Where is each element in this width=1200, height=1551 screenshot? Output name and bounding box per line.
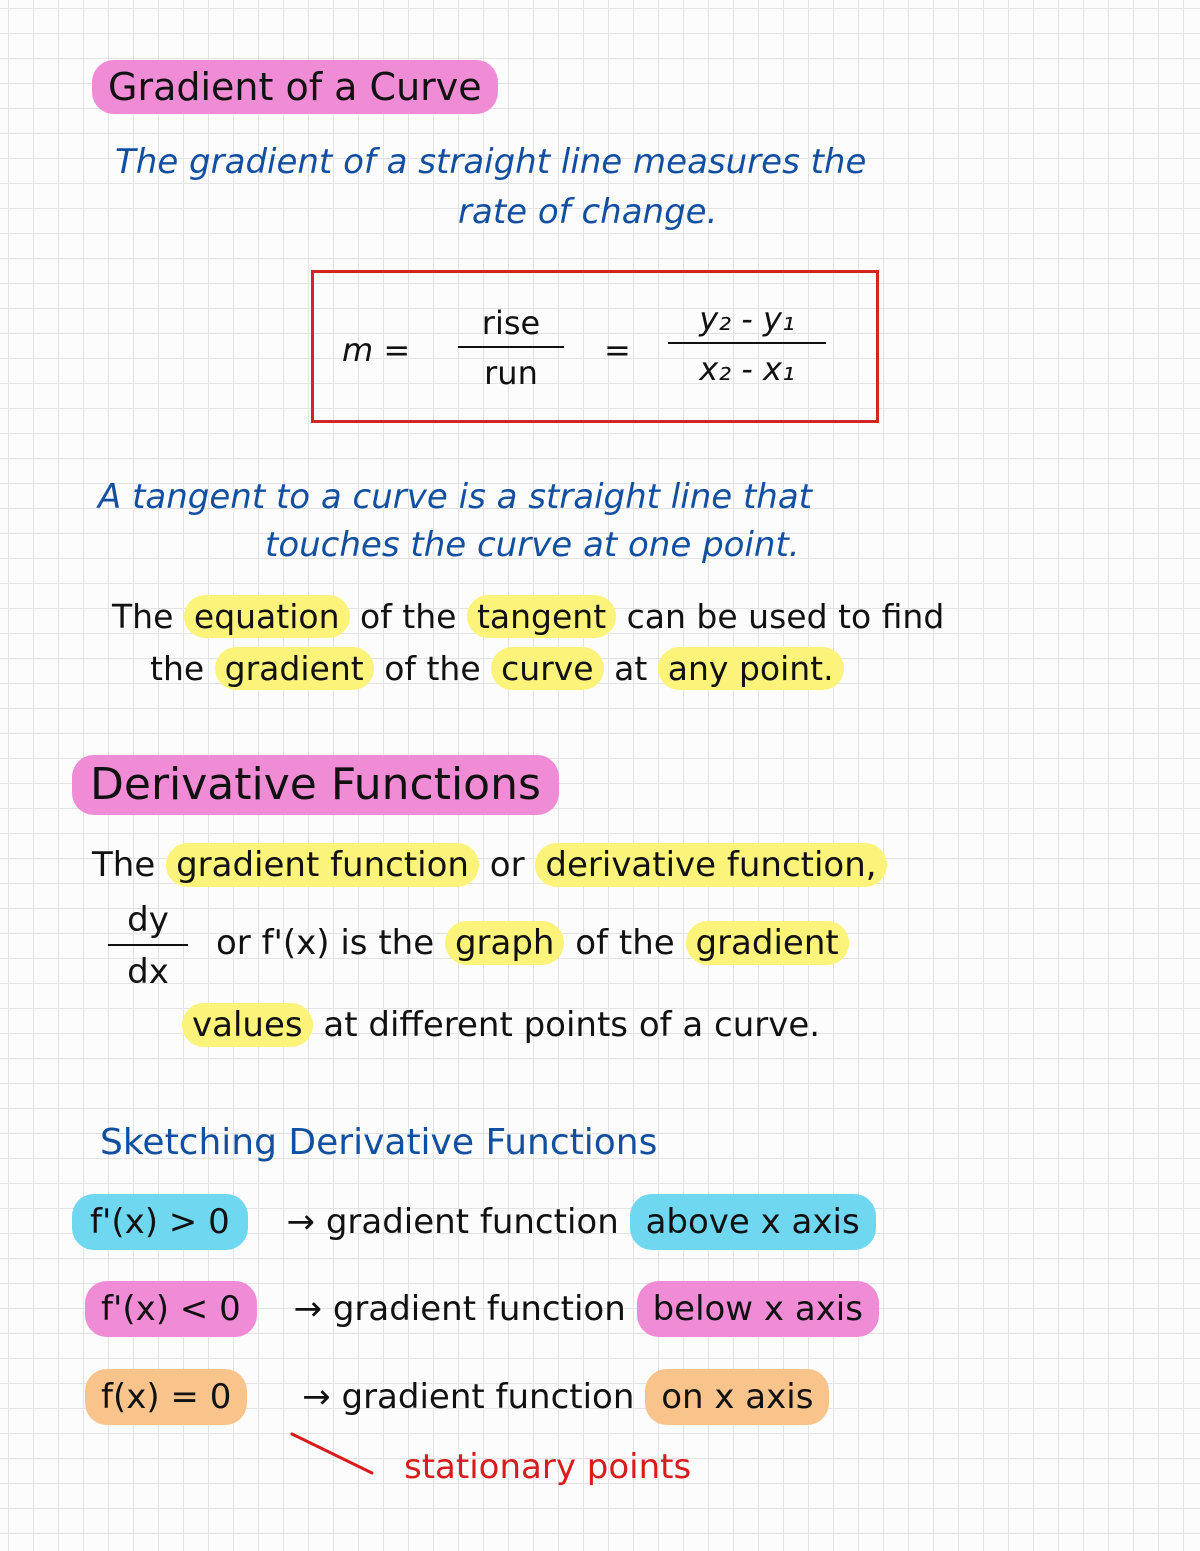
row-text: gradient function <box>341 1377 635 1417</box>
tangent-text-line1: A tangent to a curve is a straight line that <box>98 477 813 517</box>
formula-x-difference: x₂ - x₁ <box>699 350 795 388</box>
sketching-heading: Sketching Derivative Functions <box>100 1122 658 1163</box>
row-text: gradient function <box>325 1202 619 1242</box>
formula-equals: = <box>604 331 631 369</box>
highlight-gradient: gradient <box>215 647 374 690</box>
sketch-row-zero <box>85 1377 829 1417</box>
section-heading-gradient: Gradient of a Curve <box>92 60 498 114</box>
arrow-icon: → <box>286 1202 316 1242</box>
word: The <box>92 845 156 885</box>
highlight-curve: curve <box>491 647 603 690</box>
word: of the <box>575 923 675 963</box>
stationary-points-note: stationary points <box>404 1447 692 1487</box>
word: of the <box>384 649 481 688</box>
highlight-derivative-function: derivative function, <box>535 843 886 887</box>
tangent-text-line2: touches the curve at one point. <box>265 525 800 565</box>
word: or f'(x) is the <box>216 923 435 963</box>
word: The <box>112 597 174 636</box>
section-heading-derivative: Derivative Functions <box>72 755 559 815</box>
word: at <box>614 649 648 688</box>
arrow-icon: → <box>302 1377 331 1417</box>
formula-rise: rise <box>481 304 541 342</box>
derivative-line3 <box>182 1005 821 1045</box>
condition-zero: f(x) = 0 <box>85 1369 247 1425</box>
result-above: above x axis <box>630 1194 876 1250</box>
arrow-icon: → <box>293 1289 323 1329</box>
row-text: gradient function <box>332 1289 626 1329</box>
derivative-line1 <box>92 845 887 885</box>
highlight-tangent: tangent <box>467 595 616 638</box>
sketch-row-negative <box>85 1289 879 1329</box>
formula-rise-run <box>458 304 564 392</box>
word: or <box>489 845 525 885</box>
intro-text-line1: The gradient of a straight line measures the <box>115 142 867 182</box>
word: of the <box>360 597 457 636</box>
formula-m: m = <box>342 331 411 369</box>
equation-line2 <box>150 649 844 688</box>
formula-y-difference: y₂ - y₁ <box>699 300 795 338</box>
highlight-gradient-2: gradient <box>686 921 849 965</box>
dx: dx <box>127 952 169 992</box>
highlight-any-point: any point. <box>658 647 844 690</box>
result-on: on x axis <box>645 1369 829 1425</box>
highlight-gradient-function: gradient function <box>166 843 479 887</box>
formula-run: run <box>484 354 538 392</box>
condition-negative: f'(x) < 0 <box>85 1281 257 1337</box>
dy: dy <box>127 900 169 940</box>
condition-positive: f'(x) > 0 <box>72 1194 248 1250</box>
word: at different points of a curve. <box>323 1005 821 1045</box>
result-below: below x axis <box>637 1281 879 1337</box>
highlight-graph: graph <box>445 921 565 965</box>
word: can be used to find <box>626 597 945 636</box>
intro-text-line2: rate of change. <box>458 192 718 232</box>
formula-coordinates <box>668 300 826 388</box>
stationary-pointer-line <box>292 1434 372 1473</box>
highlight-values: values <box>182 1003 313 1047</box>
highlight-equation: equation <box>184 595 350 638</box>
word: the <box>150 649 205 688</box>
dy-dx-fraction <box>108 900 188 992</box>
derivative-line2 <box>216 923 849 963</box>
equation-line1 <box>112 597 945 636</box>
sketch-row-positive <box>72 1202 876 1242</box>
